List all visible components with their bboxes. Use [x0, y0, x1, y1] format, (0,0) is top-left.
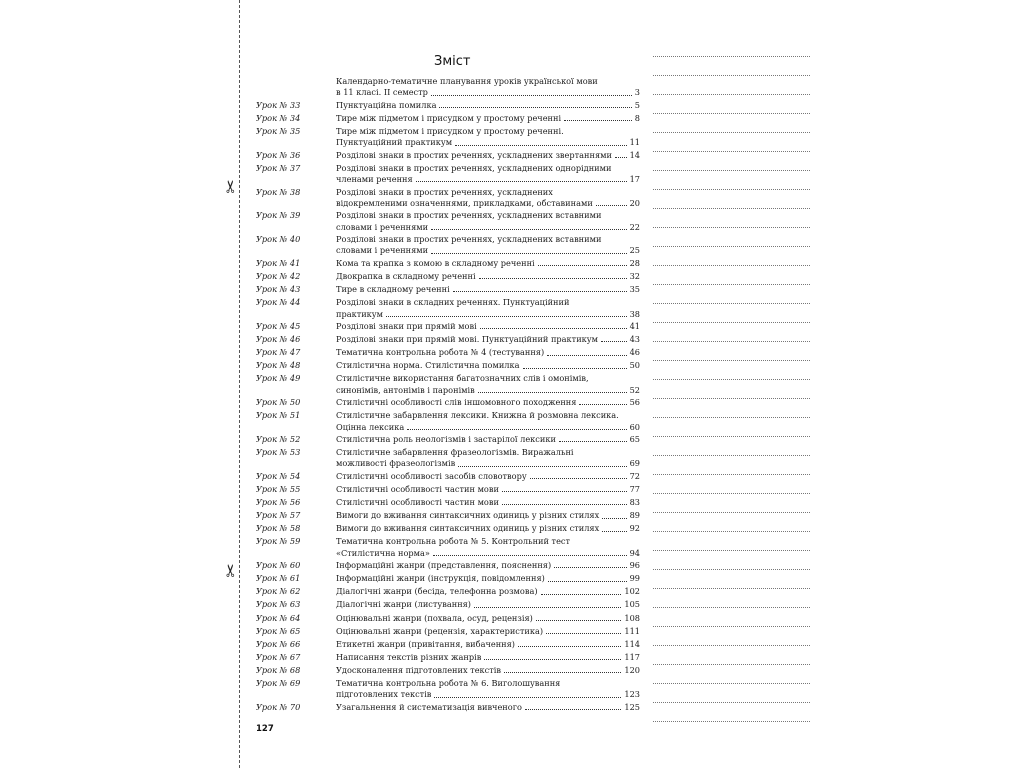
note-line [653, 417, 810, 418]
dot-leader [525, 709, 621, 710]
entry-page-number: 25 [629, 245, 640, 256]
entry-page-number: 83 [629, 497, 640, 508]
entry-title-line: Розділові знаки в складних реченнях. Пунктуаційний [336, 297, 570, 308]
entry-title-line: Тире в складному реченні [336, 284, 450, 295]
toc-entry [256, 586, 640, 597]
dot-leader [504, 672, 621, 673]
lesson-number: Урок № 48 [256, 360, 301, 371]
lesson-number: Урок № 54 [256, 470, 301, 481]
toc-entry [256, 599, 640, 610]
lesson-number: Урок № 42 [256, 271, 301, 282]
lesson-number: Урок № 36 [256, 149, 301, 160]
note-line [653, 683, 810, 684]
lesson-number: Урок № 67 [256, 651, 301, 662]
entry-page-number: 89 [629, 510, 640, 521]
note-line [653, 550, 810, 551]
entry-title-line: Розділові знаки в простих реченнях, ускладнених вставними [336, 234, 602, 245]
note-line [653, 75, 810, 76]
entry-title-line: Стилістичні особливості засобів словотвору [336, 470, 527, 481]
entry-page-number: 120 [624, 664, 640, 675]
entry-title-line: Розділові знаки в простих реченнях, ускладнених однорідними [336, 162, 612, 173]
dot-leader [455, 145, 627, 146]
dot-leader [407, 429, 626, 430]
dot-leader [458, 466, 626, 467]
toc-entry [256, 113, 640, 124]
entry-title-line: Оцінювальні жанри (рецензія, характеристика) [336, 625, 544, 636]
toc-entry [256, 652, 640, 663]
dot-leader [536, 620, 622, 621]
lesson-number: Урок № 52 [256, 434, 301, 445]
note-line [653, 702, 810, 703]
entry-title-line: Тематична контрольна робота № 4 (тестування) [336, 347, 545, 358]
toc-entry [256, 613, 640, 624]
entry-page-number: 65 [629, 434, 640, 445]
note-line [653, 569, 810, 570]
entry-title-line: можливості фразеологізмів [336, 458, 456, 469]
entry-page-number: 46 [629, 347, 640, 358]
toc-entry [256, 360, 640, 371]
toc-entry [256, 573, 640, 584]
entry-page-number: 28 [629, 257, 640, 268]
dot-leader [518, 646, 621, 647]
entry-page-number: 102 [624, 586, 640, 597]
lesson-number: Урок № 41 [256, 257, 301, 268]
entry-page-number: 35 [629, 284, 640, 295]
dot-leader [538, 265, 627, 266]
note-line [653, 94, 810, 95]
dot-leader [502, 491, 627, 492]
toc-entry [256, 210, 640, 233]
dot-leader [596, 205, 627, 206]
entry-page-number: 92 [629, 523, 640, 534]
entry-title-line: Вимоги до вживання синтаксичних одиниць у різних стилях [336, 510, 600, 521]
entry-page-number: 56 [629, 397, 640, 408]
note-line [653, 284, 810, 285]
entry-title-line: Пунктуаційна помилка [336, 99, 437, 110]
entry-title-line: словами і реченнями [336, 245, 429, 256]
entry-title-line: Двокрапка в складному реченні [336, 271, 476, 282]
entry-page-number: 96 [629, 560, 640, 571]
note-line [653, 626, 810, 627]
toc-entry [256, 321, 640, 332]
lesson-number: Урок № 57 [256, 510, 301, 521]
lesson-number: Урок № 37 [256, 162, 301, 173]
table-of-contents [256, 76, 640, 715]
entry-page-number: 114 [624, 638, 640, 649]
entry-page-number: 60 [629, 421, 640, 432]
dot-leader [559, 441, 627, 442]
note-line [653, 664, 810, 665]
lesson-number: Урок № 59 [256, 536, 301, 547]
lesson-number: Урок № 51 [256, 410, 301, 421]
note-line [653, 588, 810, 589]
toc-entry [256, 447, 640, 470]
dot-leader [547, 355, 626, 356]
toc-entry [256, 126, 640, 149]
entry-title-line: Розділові знаки в простих реченнях, ускладнених [336, 186, 553, 197]
toc-entry [256, 187, 640, 210]
entry-page-number: 5 [634, 99, 640, 110]
dot-leader [480, 328, 627, 329]
entry-title-line: Стилістичні особливості слів іншомовного походження [336, 397, 577, 408]
entry-title-line: відокремленими означеннями, прикладками, обставинами [336, 197, 593, 208]
lesson-number: Урок № 64 [256, 612, 301, 623]
dot-leader [554, 567, 626, 568]
entry-title-line: Тематична контрольна робота № 6. Виголошування [336, 678, 561, 689]
entry-title-line: синонімів, антонімів і паронімів [336, 384, 475, 395]
toc-entry [256, 258, 640, 269]
lesson-number: Урок № 45 [256, 321, 301, 332]
lesson-number: Урок № 46 [256, 334, 301, 345]
lesson-number: Урок № 38 [256, 186, 301, 197]
entry-page-number: 52 [629, 384, 640, 395]
toc-entry [256, 271, 640, 282]
dot-leader [541, 594, 622, 595]
toc-entry [256, 297, 640, 320]
lesson-number: Урок № 68 [256, 664, 301, 675]
dot-leader [431, 253, 626, 254]
dot-leader [564, 120, 632, 121]
entry-title-line: Інформаційні жанри (представлення, пояснення) [336, 560, 552, 571]
dot-leader [579, 404, 626, 405]
toc-entry [256, 510, 640, 521]
lesson-number: Урок № 34 [256, 112, 301, 123]
dot-leader [602, 518, 626, 519]
note-line [653, 113, 810, 114]
toc-entry [256, 523, 640, 534]
entry-title-line: Розділові знаки при прямій мові. Пунктуаційний практикум [336, 334, 598, 345]
toc-entry [256, 410, 640, 433]
lesson-number: Урок № 63 [256, 599, 301, 610]
toc-entry [256, 471, 640, 482]
entry-title-line: Стилістичне забарвлення лексики. Книжна й розмовна лексика. [336, 410, 619, 421]
dot-leader [548, 581, 627, 582]
note-line [653, 303, 810, 304]
entry-page-number: 3 [634, 87, 640, 98]
dot-leader [474, 607, 621, 608]
lesson-number: Урок № 69 [256, 678, 301, 689]
entry-title-line: Стилістична норма. Стилістична помилка [336, 360, 520, 371]
entry-page-number: 72 [629, 470, 640, 481]
note-line [653, 436, 810, 437]
entry-title-line: Стилістичні особливості частин мови [336, 484, 499, 495]
dot-leader [484, 659, 621, 660]
lesson-number: Урок № 40 [256, 234, 301, 245]
dot-leader [434, 697, 621, 698]
entry-page-number: 108 [624, 612, 640, 623]
toc-entry [256, 639, 640, 650]
toc-entry [256, 536, 640, 559]
note-line [653, 151, 810, 152]
lesson-number: Урок № 50 [256, 397, 301, 408]
note-line [653, 379, 810, 380]
entry-title-line: Розділові знаки в простих реченнях, ускладнених вставними [336, 210, 602, 221]
toc-entry [256, 484, 640, 495]
lesson-number: Урок № 39 [256, 210, 301, 221]
note-line [653, 208, 810, 209]
entry-page-number: 20 [629, 197, 640, 208]
dot-leader [546, 633, 621, 634]
toc-entry [256, 347, 640, 358]
entry-title-line: Діалогічні жанри (бесіда, телефонна розмова) [336, 586, 538, 597]
dot-leader [523, 368, 627, 369]
note-line [653, 531, 810, 532]
entry-page-number: 17 [629, 174, 640, 185]
dot-leader [478, 392, 627, 393]
entry-title-line: Календарно-тематичне планування уроків української мови [336, 76, 598, 86]
note-line [653, 607, 810, 608]
page-title: Зміст [434, 54, 471, 69]
entry-page-number: 105 [624, 599, 640, 610]
dot-leader [502, 504, 627, 505]
entry-page-number: 11 [629, 137, 640, 148]
note-line [653, 721, 810, 722]
lesson-number: Урок № 56 [256, 497, 301, 508]
note-line [653, 227, 810, 228]
note-line [653, 493, 810, 494]
scissors-icon: ✂ [221, 179, 242, 194]
lesson-number: Урок № 55 [256, 484, 301, 495]
entry-title-line: Розділові знаки при прямій мові [336, 321, 477, 332]
entry-page-number: 43 [629, 334, 640, 345]
entry-page-number: 50 [629, 360, 640, 371]
lesson-number: Урок № 66 [256, 638, 301, 649]
note-line [653, 322, 810, 323]
dot-leader [479, 278, 627, 279]
lesson-number: Урок № 60 [256, 560, 301, 571]
note-line [653, 398, 810, 399]
entry-title-line: практикум [336, 308, 383, 319]
scissors-icon: ✂ [221, 563, 242, 578]
lesson-number: Урок № 44 [256, 297, 301, 308]
note-line [653, 246, 810, 247]
note-line [653, 56, 810, 57]
entry-page-number: 94 [629, 547, 640, 558]
toc-entry [256, 434, 640, 445]
lesson-number: Урок № 62 [256, 586, 301, 597]
dot-leader [386, 316, 627, 317]
toc-entry [256, 497, 640, 508]
lesson-number: Урок № 33 [256, 99, 301, 110]
lesson-number: Урок № 49 [256, 373, 301, 384]
note-line [653, 170, 810, 171]
entry-title-line: Діалогічні жанри (листування) [336, 599, 472, 610]
entry-page-number: 117 [624, 651, 640, 662]
entry-title-line: Розділові знаки в простих реченнях, ускладнених звертаннями [336, 149, 612, 160]
note-line [653, 341, 810, 342]
toc-entry [256, 397, 640, 408]
entry-page-number: 8 [634, 112, 640, 123]
lesson-number: Урок № 58 [256, 523, 301, 534]
toc-entry [256, 234, 640, 257]
entry-title-line: Стилістичне використання багатозначних слів і омонімів, [336, 373, 589, 384]
entry-page-number: 14 [629, 149, 640, 160]
entry-title-line: Пунктуаційний практикум [336, 137, 453, 148]
entry-title-line: Кома та крапка з комою в складному реченні [336, 257, 535, 268]
dot-leader [431, 95, 632, 96]
entry-title-line: Стилістична роль неологізмів і застарілої лексики [336, 434, 556, 445]
toc-entry [256, 560, 640, 571]
dot-leader [601, 341, 627, 342]
entry-page-number: 99 [629, 573, 640, 584]
entry-page-number: 111 [624, 625, 640, 636]
entry-title-line: Стилістичне забарвлення фразеологізмів. Виражальні [336, 447, 574, 458]
entry-title-line: Тире між підметом і присудком у простому реченні. [336, 125, 564, 136]
note-line [653, 265, 810, 266]
entry-title-line: Інформаційні жанри (інструкція, повідомлення) [336, 573, 545, 584]
lesson-number: Урок № 47 [256, 347, 301, 358]
entry-page-number: 41 [629, 321, 640, 332]
entry-page-number: 22 [629, 221, 640, 232]
dot-leader [433, 555, 627, 556]
dot-leader [453, 291, 627, 292]
entry-title-line: Удосконалення підготовлених текстів [336, 664, 502, 675]
note-line [653, 189, 810, 190]
note-line [653, 360, 810, 361]
page-number: 127 [256, 724, 274, 734]
entry-title-line: Етикетні жанри (привітання, вибачення) [336, 638, 515, 649]
note-line [653, 512, 810, 513]
dot-leader [431, 229, 626, 230]
entry-title-line: підготовлених текстів [336, 689, 432, 700]
entry-page-number: 69 [629, 458, 640, 469]
lesson-number: Урок № 70 [256, 701, 301, 712]
entry-title-line: Оцінювальні жанри (похвала, осуд, рецензія) [336, 612, 533, 623]
dot-leader [602, 531, 626, 532]
lesson-number: Урок № 61 [256, 573, 301, 584]
toc-entry [256, 150, 640, 161]
entry-title-line: членами речення [336, 174, 413, 185]
entry-title-line: «Стилістична норма» [336, 547, 430, 558]
dot-leader [416, 181, 627, 182]
lesson-number: Урок № 35 [256, 125, 301, 136]
toc-entry [256, 76, 640, 99]
entry-title-line: Тематична контрольна робота № 5. Контрольний тест [336, 536, 571, 547]
note-line [653, 474, 810, 475]
entry-title-line: словами і реченнями [336, 221, 429, 232]
toc-entry [256, 678, 640, 701]
entry-title-line: Узагальнення й систематизація вивченого [336, 701, 522, 712]
note-line [653, 455, 810, 456]
toc-entry [256, 100, 640, 111]
lesson-number: Урок № 43 [256, 284, 301, 295]
entry-title-line: в 11 класі. ІІ семестр [336, 87, 428, 98]
lesson-number: Урок № 53 [256, 447, 301, 458]
dot-leader [439, 107, 631, 108]
dot-leader [615, 157, 627, 158]
toc-entry [256, 373, 640, 396]
note-line [653, 645, 810, 646]
note-line [653, 132, 810, 133]
entry-title-line: Стилістичні особливості частин мови [336, 497, 499, 508]
lesson-number: Урок № 65 [256, 625, 301, 636]
toc-entry [256, 665, 640, 676]
toc-entry [256, 334, 640, 345]
entry-page-number: 123 [624, 689, 640, 700]
entry-page-number: 77 [629, 484, 640, 495]
entry-page-number: 32 [629, 271, 640, 282]
entry-title-line: Тире між підметом і присудком у простому реченні [336, 112, 562, 123]
entry-title-line: Вимоги до вживання синтаксичних одиниць у різних стилях [336, 523, 600, 534]
entry-title-line: Написання текстів різних жанрів [336, 651, 482, 662]
dot-leader [530, 478, 627, 479]
toc-entry [256, 284, 640, 295]
toc-entry [256, 702, 640, 713]
entry-title-line: Оцінна лексика [336, 421, 405, 432]
toc-entry [256, 163, 640, 186]
cut-line [239, 0, 240, 768]
toc-entry [256, 626, 640, 637]
entry-page-number: 125 [624, 701, 640, 712]
entry-page-number: 38 [629, 308, 640, 319]
